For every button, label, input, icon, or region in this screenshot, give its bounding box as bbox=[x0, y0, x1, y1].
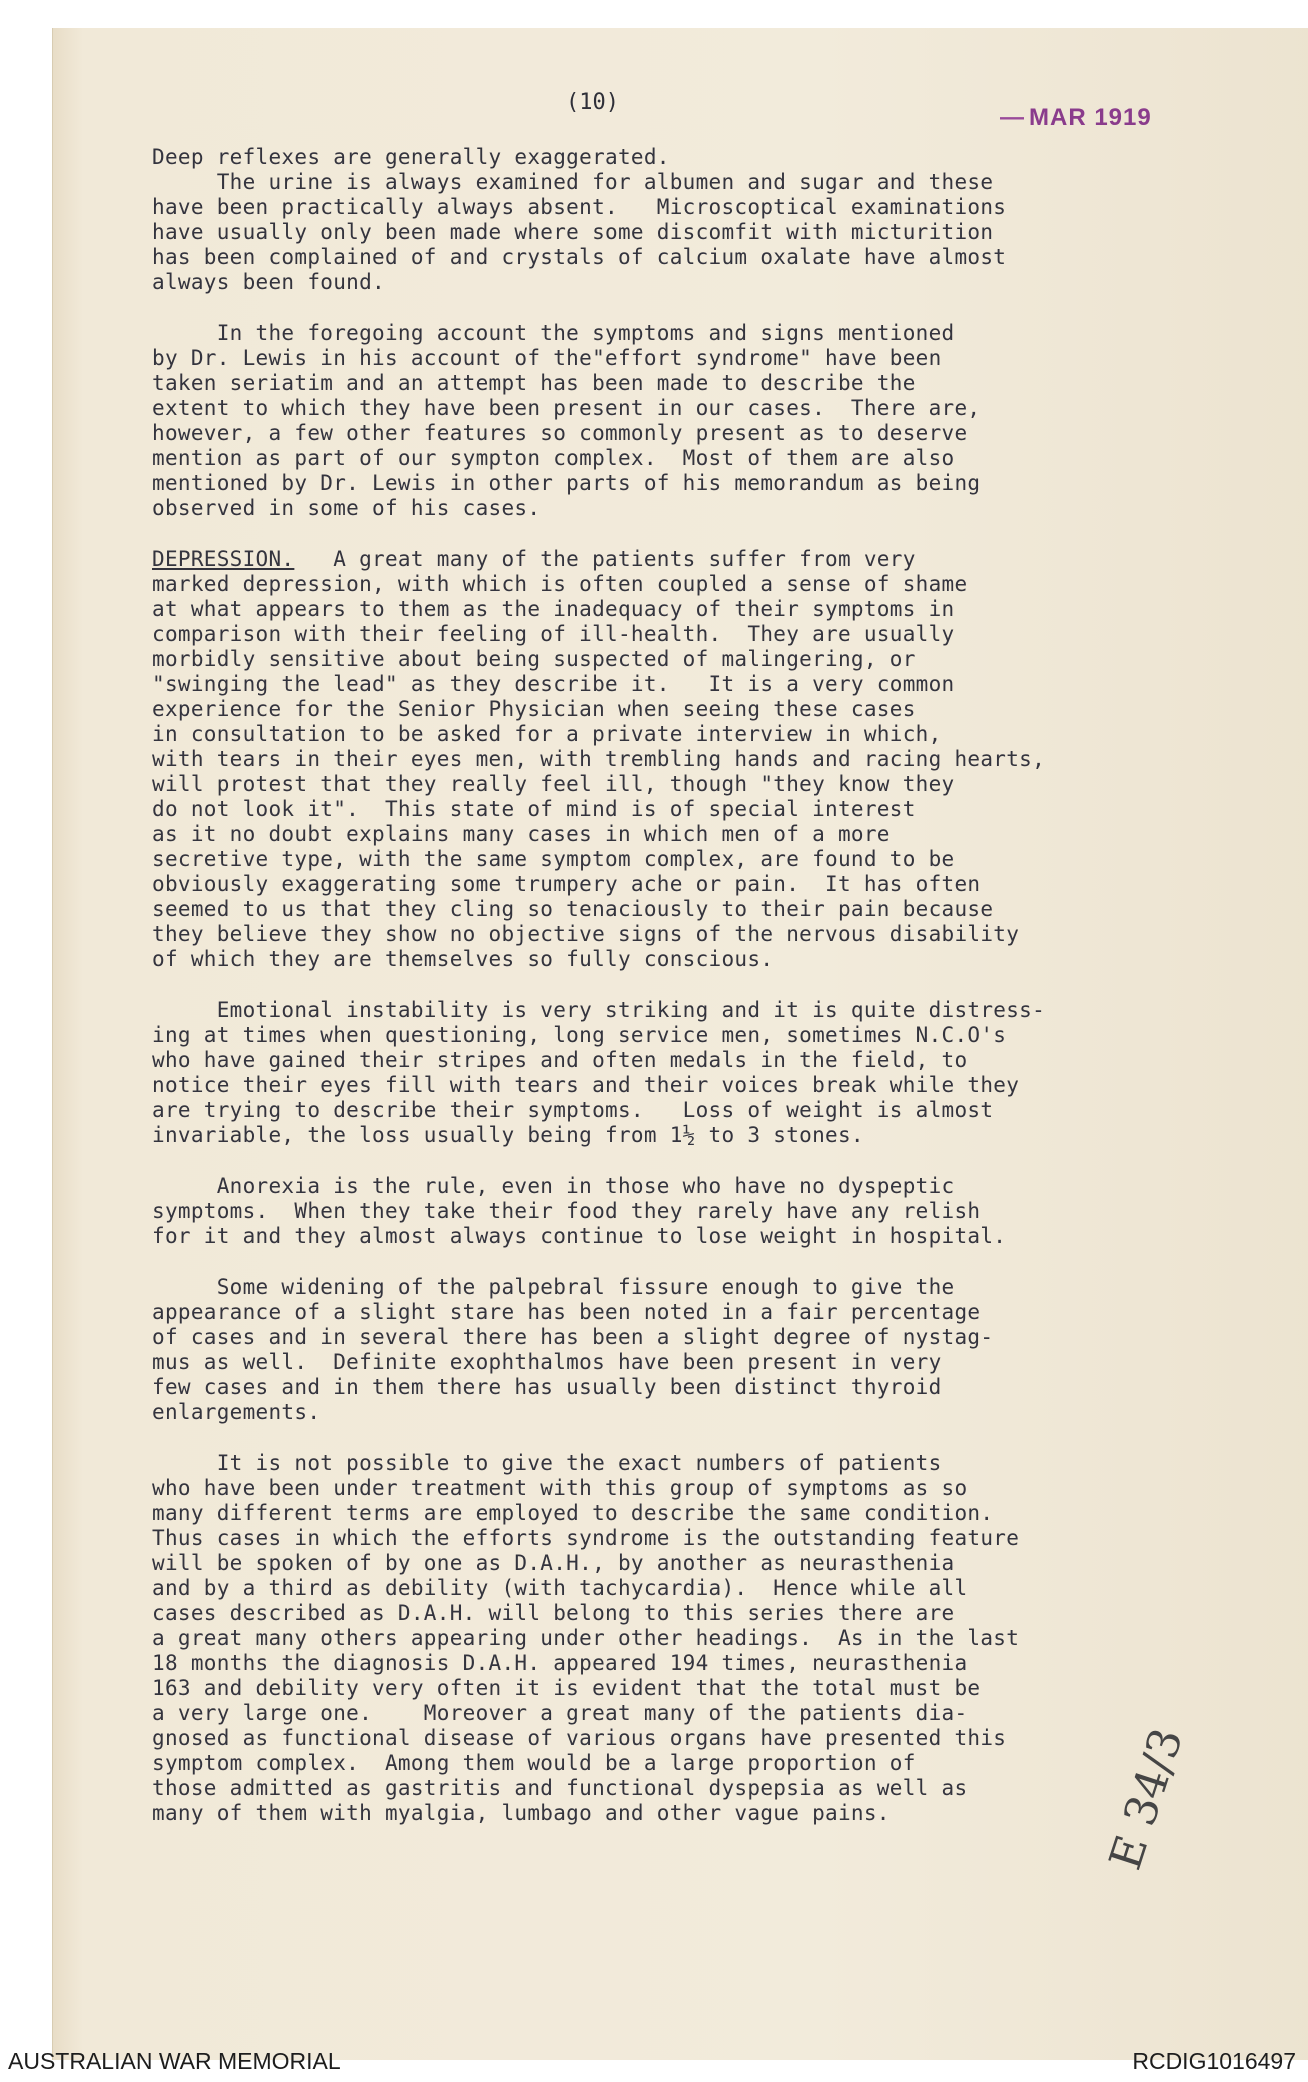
text-line: taken seriatim and an attempt has been made to describe the bbox=[152, 371, 916, 395]
text-line: mus as well. Definite exophthalmos have been present in very bbox=[152, 1350, 942, 1374]
text-line: experience for the Senior Physician when seeing these cases bbox=[152, 697, 916, 721]
text-line: appearance of a slight stare has been noted in a fair percentage bbox=[152, 1300, 981, 1324]
text-line: enlargements. bbox=[152, 1400, 321, 1424]
text-line: extent to which they have been present in our cases. There are, bbox=[152, 396, 981, 420]
text-line: always been found. bbox=[152, 270, 385, 294]
text-line: symptoms. When they take their food they rarely have any relish bbox=[152, 1199, 981, 1223]
text-line: The urine is always examined for albumen and sugar and these bbox=[152, 170, 994, 194]
paragraph-emotional-instability bbox=[152, 998, 1192, 1148]
text-line: with tears in their eyes men, with trembling hands and racing hearts, bbox=[152, 747, 1046, 771]
text-line: symptom complex. Among them would be a large proportion of bbox=[152, 1751, 916, 1775]
text-line: of which they are themselves so fully conscious. bbox=[152, 947, 774, 971]
text-line: do not look it". This state of mind is of special interest bbox=[152, 797, 916, 821]
text-line: observed in some of his cases. bbox=[152, 496, 541, 520]
text-line: a great many others appearing under other headings. As in the last bbox=[152, 1626, 1020, 1650]
section-heading-depression: DEPRESSION. bbox=[152, 547, 295, 571]
text-line: will protest that they really feel ill, though "they know they bbox=[152, 772, 955, 796]
paragraph-depression bbox=[152, 547, 1192, 972]
text-line: have been practically always absent. Microscoptical examinations bbox=[152, 195, 1007, 219]
paragraph-anorexia bbox=[152, 1174, 1192, 1249]
text-line: and by a third as debility (with tachycardia). Hence while all bbox=[152, 1576, 968, 1600]
date-stamp bbox=[1000, 104, 1152, 132]
stamp-dash: — bbox=[1000, 104, 1025, 131]
text-line: Emotional instability is very striking and it is quite distress- bbox=[152, 998, 1046, 1022]
text-line: as it no doubt explains many cases in which men of a more bbox=[152, 822, 890, 846]
footer-record-id: RCDIG1016497 bbox=[1132, 2048, 1296, 2074]
text-line: In the foregoing account the symptoms and signs mentioned bbox=[152, 321, 955, 345]
text-line: notice their eyes fill with tears and their voices break while they bbox=[152, 1073, 1020, 1097]
text-line: Some widening of the palpebral fissure enough to give the bbox=[152, 1275, 955, 1299]
text-line: for it and they almost always continue to lose weight in hospital. bbox=[152, 1224, 1007, 1248]
text-line: obviously exaggerating some trumpery ache or pain. It has often bbox=[152, 872, 981, 896]
text-line: in consultation to be asked for a private interview in which, bbox=[152, 722, 942, 746]
text-line: invariable, the loss usually being from 1½ to 3 stones. bbox=[152, 1123, 864, 1147]
text-line: "swinging the lead" as they describe it. It is a very common bbox=[152, 672, 955, 696]
text-line: however, a few other features so commonly present as to deserve bbox=[152, 421, 968, 445]
text-line: Deep reflexes are generally exaggerated. bbox=[152, 145, 670, 169]
text-line: 163 and debility very often it is evident that the total must be bbox=[152, 1676, 981, 1700]
text-line-continuation: A great many of the patients suffer from very bbox=[294, 547, 916, 571]
text-line: ing at times when questioning, long service men, sometimes N.C.O's bbox=[152, 1023, 1007, 1047]
paragraph-patient-numbers bbox=[152, 1451, 1192, 1826]
text-line: they believe they show no objective signs of the nervous disability bbox=[152, 922, 1020, 946]
text-line: comparison with their feeling of ill-health. They are usually bbox=[152, 622, 955, 646]
text-line: seemed to us that they cling so tenaciously to their pain because bbox=[152, 897, 994, 921]
page-number: (10) bbox=[566, 90, 619, 115]
text-line: mention as part of our sympton complex. Most of them are also bbox=[152, 446, 955, 470]
text-line: secretive type, with the same symptom complex, are found to be bbox=[152, 847, 955, 871]
stamp-date: MAR 1919 bbox=[1029, 104, 1152, 131]
text-line: by Dr. Lewis in his account of the"effort syndrome" have been bbox=[152, 346, 942, 370]
text-line: 18 months the diagnosis D.A.H. appeared 194 times, neurasthenia bbox=[152, 1651, 968, 1675]
handwritten-reference: E 34/3 bbox=[1100, 1722, 1194, 1876]
text-line: It is not possible to give the exact numbers of patients bbox=[152, 1451, 942, 1475]
text-line: Anorexia is the rule, even in those who have no dyspeptic bbox=[152, 1174, 955, 1198]
text-line: of cases and in several there has been a slight degree of nystag- bbox=[152, 1325, 994, 1349]
typed-text-body bbox=[152, 145, 1192, 1852]
text-line: morbidly sensitive about being suspected of malingering, or bbox=[152, 647, 916, 671]
paragraph-reflexes-urine bbox=[152, 145, 1192, 295]
text-line: are trying to describe their symptoms. Loss of weight is almost bbox=[152, 1098, 994, 1122]
text-line: mentioned by Dr. Lewis in other parts of his memorandum as being bbox=[152, 471, 981, 495]
paragraph-palpebral-fissure bbox=[152, 1275, 1192, 1425]
text-line: many different terms are employed to describe the same condition. bbox=[152, 1501, 994, 1525]
text-line: few cases and in them there has usually been distinct thyroid bbox=[152, 1375, 942, 1399]
text-line: marked depression, with which is often coupled a sense of shame bbox=[152, 572, 968, 596]
footer-archive-name: AUSTRALIAN WAR MEMORIAL bbox=[8, 2048, 341, 2074]
text-line: those admitted as gastritis and functional dyspepsia as well as bbox=[152, 1776, 968, 1800]
text-line: cases described as D.A.H. will belong to this series there are bbox=[152, 1601, 955, 1625]
text-line: Thus cases in which the efforts syndrome is the outstanding feature bbox=[152, 1526, 1020, 1550]
text-line: will be spoken of by one as D.A.H., by another as neurasthenia bbox=[152, 1551, 955, 1575]
text-line: gnosed as functional disease of various organs have presented this bbox=[152, 1726, 1007, 1750]
text-line: many of them with myalgia, lumbago and other vague pains. bbox=[152, 1801, 890, 1825]
paragraph-foregoing-account bbox=[152, 321, 1192, 521]
text-line: who have gained their stripes and often medals in the field, to bbox=[152, 1048, 968, 1072]
text-line: a very large one. Moreover a great many of the patients dia- bbox=[152, 1701, 968, 1725]
text-line bbox=[152, 547, 1192, 572]
text-line: who have been under treatment with this group of symptoms as so bbox=[152, 1476, 968, 1500]
text-line: have usually only been made where some discomfit with micturition bbox=[152, 220, 994, 244]
text-line: at what appears to them as the inadequacy of their symptoms in bbox=[152, 597, 955, 621]
text-line: has been complained of and crystals of calcium oxalate have almost bbox=[152, 245, 1007, 269]
